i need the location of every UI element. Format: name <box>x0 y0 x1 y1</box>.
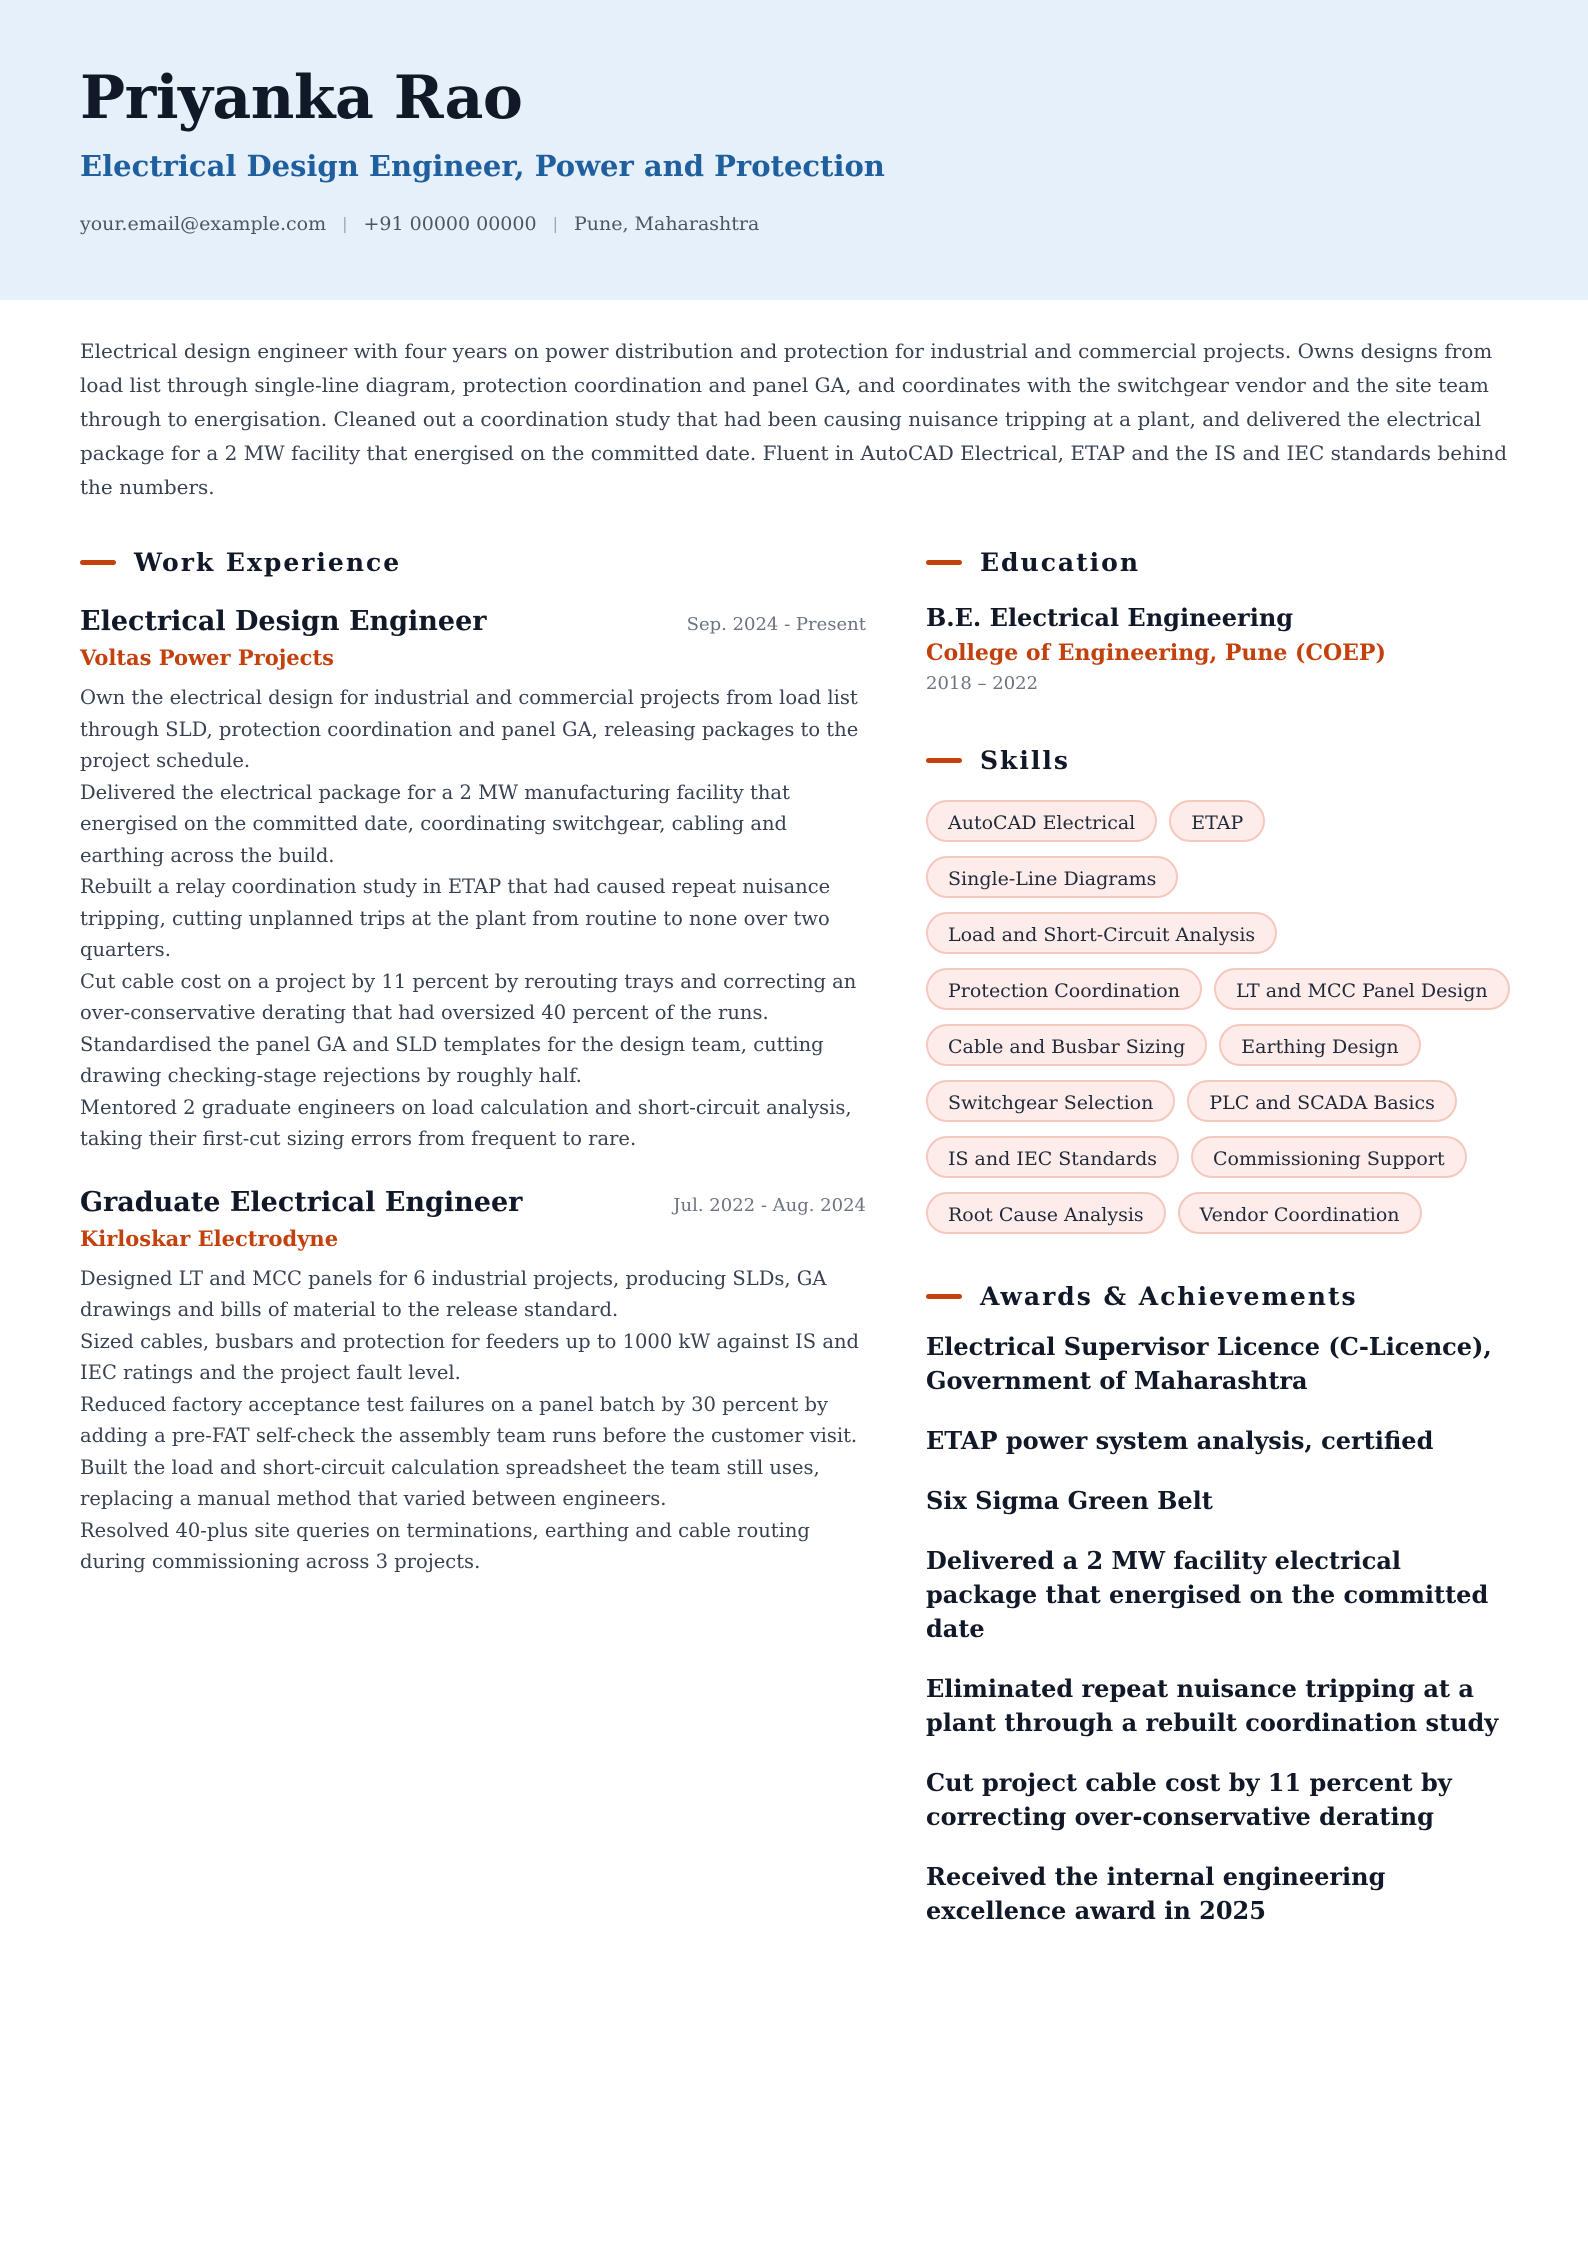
award-item: Eliminated repeat nuisance tripping at a plant through a rebuilt coordination study <box>926 1674 1499 1737</box>
skill-chip: Switchgear Selection <box>926 1080 1175 1122</box>
award-item: ETAP power system analysis, certified <box>926 1426 1434 1455</box>
contact-separator: | <box>552 214 558 233</box>
job-date: Jul. 2022 - Aug. 2024 <box>673 1194 866 1216</box>
skill-chip: Vendor Coordination <box>1178 1192 1422 1234</box>
job-bullet: Delivered the electrical package for a 2 MW manufacturing facility that energised on the committed date, coordinating switchgear, cabling and earthing across the build. <box>80 780 790 867</box>
skill-chip: PLC and SCADA Basics <box>1187 1080 1457 1122</box>
candidate-name: Priyanka Rao <box>80 63 523 133</box>
resume-header <box>0 0 1588 300</box>
section-title: Skills <box>980 745 1070 775</box>
skill-chip: LT and MCC Panel Design <box>1214 968 1510 1010</box>
job-bullet: Resolved 40-plus site queries on terminations, earthing and cable routing during commissioning across 3 projects. <box>80 1518 810 1573</box>
skill-chip: Single-Line Diagrams <box>926 856 1178 898</box>
job-bullet: Own the electrical design for industrial and commercial projects from load list through SLD, protection coordination and panel GA, releasing packages to the project schedule. <box>80 686 859 772</box>
contact-line <box>80 210 1508 238</box>
job-company: Voltas Power Projects <box>80 645 334 670</box>
skill-chip: Root Cause Analysis <box>926 1192 1166 1234</box>
job-bullet: Sized cables, busbars and protection for feeders up to 1000 kW against IS and IEC ratings and the project fault level. <box>80 1329 859 1384</box>
education-section <box>926 546 1508 698</box>
job-bullet: Designed LT and MCC panels for 6 industrial projects, producing SLDs, GA drawings and bills of material to the release standard. <box>80 1266 827 1321</box>
skills-section <box>926 744 1508 1234</box>
education-heading <box>926 546 1508 578</box>
education-years: 2018 – 2022 <box>926 673 1039 694</box>
job-entry <box>80 604 866 1155</box>
awards-section <box>926 1280 1508 1928</box>
candidate-headline: Electrical Design Engineer, Power and Protection <box>80 149 885 183</box>
skill-chip: IS and IEC Standards <box>926 1136 1179 1178</box>
section-accent-bar <box>926 1294 962 1299</box>
skill-chip: Commissioning Support <box>1191 1136 1467 1178</box>
skill-chip: AutoCAD Electrical <box>926 800 1157 842</box>
award-item: Six Sigma Green Belt <box>926 1486 1213 1515</box>
summary-paragraph: Electrical design engineer with four years on power distribution and protection for industrial and commercial projects. Owns designs from load list through single-line diagram, protection coordination and panel GA, and coordinates with the switchgear vendor and the site team through to energisation. Cleaned out a coordination study that had been causing nuisance tripping at a plant, and delivered the electrical package for a 2 MW facility that energised on the committed date. Fluent in AutoCAD Electrical, ETAP and the IS and IEC standards behind the numbers. <box>80 339 1508 499</box>
job-bullet: Standardised the panel GA and SLD templates for the design team, cutting drawing checking-stage rejections by roughly half. <box>80 1032 824 1087</box>
job-title: Graduate Electrical Engineer <box>80 1186 523 1218</box>
contact-separator: | <box>342 214 348 233</box>
section-accent-bar <box>926 758 962 763</box>
work-experience-heading <box>80 546 866 578</box>
contact-email[interactable]: your.email@example.com <box>80 213 327 235</box>
section-title: Work Experience <box>134 547 402 577</box>
job-date: Sep. 2024 - Present <box>686 614 866 635</box>
job-bullet: Reduced factory acceptance test failures on a panel batch by 30 percent by adding a pre-FAT self-check the assembly team runs before the customer visit. <box>80 1392 858 1447</box>
skill-chip: Protection Coordination <box>926 968 1202 1010</box>
education-school: College of Engineering, Pune (COEP) <box>926 640 1386 666</box>
award-item: Delivered a 2 MW facility electrical package that energised on the committed date <box>926 1546 1489 1643</box>
skill-chip: Earthing Design <box>1219 1024 1420 1066</box>
education-entry <box>926 600 1508 698</box>
education-degree: B.E. Electrical Engineering <box>926 603 1294 632</box>
section-accent-bar <box>926 560 962 565</box>
job-bullet: Rebuilt a relay coordination study in ETAP that had caused repeat nuisance tripping, cutting unplanned trips at the plant from routine to none over two quarters. <box>80 875 831 961</box>
contact-location: Pune, Maharashtra <box>573 213 760 235</box>
skill-chip: ETAP <box>1169 800 1265 842</box>
job-title: Electrical Design Engineer <box>80 606 487 637</box>
contact-phone[interactable]: +91 00000 00000 <box>363 213 537 235</box>
section-title: Awards & Achievements <box>980 1281 1358 1311</box>
section-title: Education <box>980 547 1141 577</box>
resume-body <box>0 546 1588 1954</box>
award-item: Electrical Supervisor Licence (C-Licence), Government of Maharashtra <box>926 1332 1492 1395</box>
skill-chip: Load and Short-Circuit Analysis <box>926 912 1277 954</box>
job-bullets <box>80 682 866 1155</box>
job-bullets <box>80 1263 866 1578</box>
job-bullet: Built the load and short-circuit calculation spreadsheet the team still uses, replacing a manual method that varied between engineers. <box>80 1455 820 1510</box>
skill-chip: Cable and Busbar Sizing <box>926 1024 1207 1066</box>
awards-list <box>926 1330 1508 1928</box>
right-column <box>926 546 1508 1954</box>
awards-heading <box>926 1280 1508 1312</box>
award-item: Received the internal engineering excellence award in 2025 <box>926 1862 1386 1925</box>
job-entry <box>80 1185 866 1578</box>
job-bullet: Cut cable cost on a project by 11 percent by rerouting trays and correcting an over-conservative derating that had oversized 40 percent of the runs. <box>80 969 857 1024</box>
award-item: Cut project cable cost by 11 percent by correcting over-conservative derating <box>926 1768 1452 1831</box>
left-column <box>80 546 866 1954</box>
section-accent-bar <box>80 560 116 565</box>
job-bullet: Mentored 2 graduate engineers on load calculation and short-circuit analysis, taking their first-cut sizing errors from frequent to rare. <box>80 1095 852 1150</box>
job-company: Kirloskar Electrodyne <box>80 1225 339 1251</box>
skills-heading <box>926 744 1508 776</box>
skill-chips <box>926 800 1516 1234</box>
